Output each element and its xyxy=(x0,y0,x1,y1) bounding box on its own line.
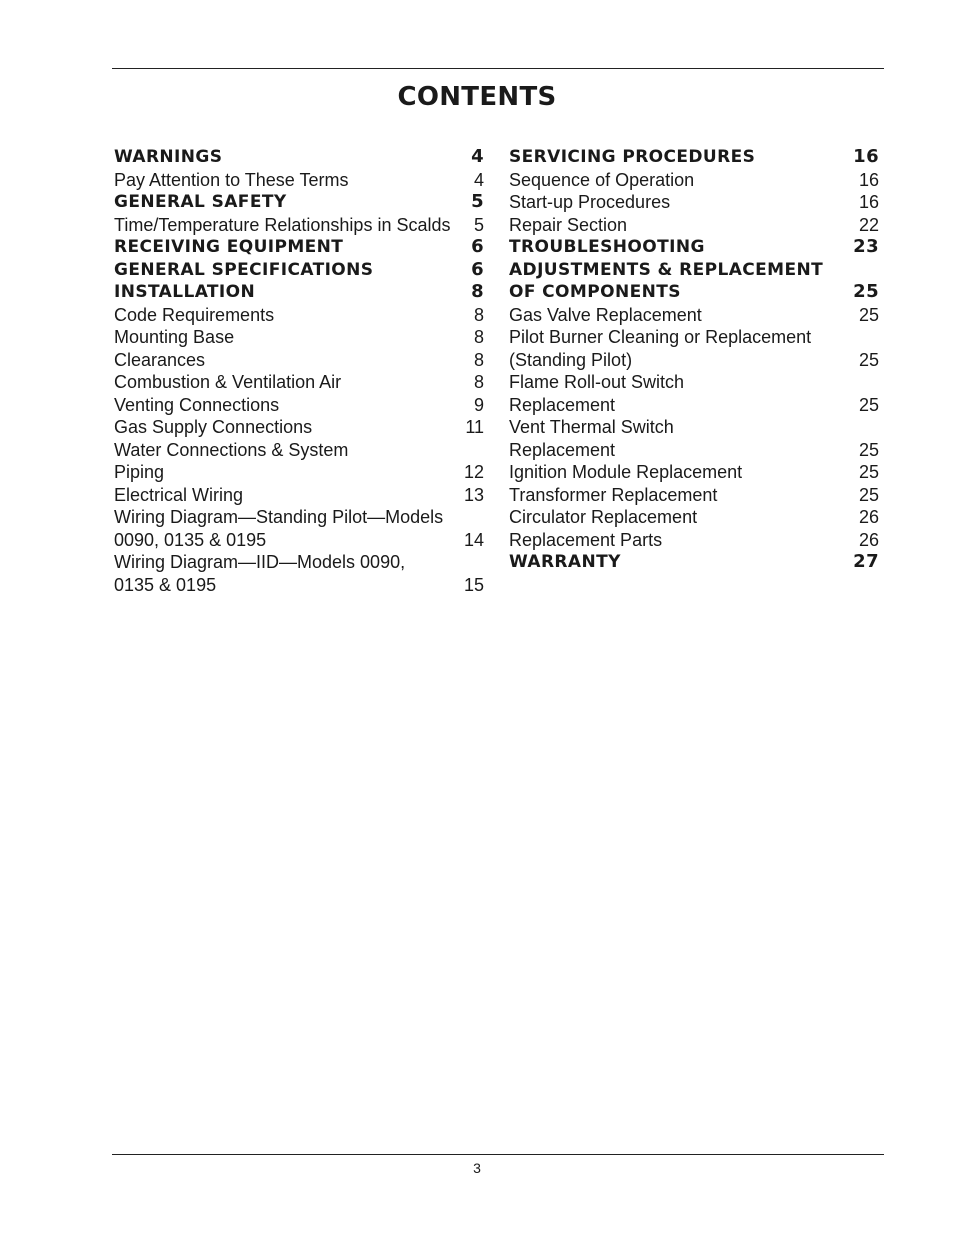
toc-entry xyxy=(509,484,879,507)
toc-entry-label: INSTALLATION xyxy=(114,282,256,302)
toc-entry-page: 8 xyxy=(473,349,484,370)
toc-section-heading xyxy=(509,281,879,304)
toc-entry xyxy=(114,439,484,462)
toc-entry-label: Venting Connections xyxy=(114,394,280,415)
toc-entry-page: 6 xyxy=(471,236,484,257)
toc-section-heading xyxy=(114,146,484,169)
toc-entry xyxy=(509,439,879,462)
toc-entry-page: 26 xyxy=(858,529,879,550)
toc-entry-label: (Standing Pilot) xyxy=(509,349,633,370)
toc-entry-label: WARRANTY xyxy=(509,552,621,572)
toc-entry-label: Sequence of Operation xyxy=(509,169,695,190)
toc-entry-label: Time/Temperature Relationships in Scalds xyxy=(114,214,451,235)
toc-entry-label: Piping xyxy=(114,462,165,482)
toc-section-heading xyxy=(114,236,484,259)
toc-entry-page: 25 xyxy=(853,281,879,302)
toc-entry xyxy=(509,371,879,394)
toc-entry-page: 9 xyxy=(473,394,484,415)
toc-entry-page: 4 xyxy=(473,169,484,190)
toc-entry xyxy=(509,416,879,439)
toc-entry-page: 25 xyxy=(858,462,879,482)
toc-entry xyxy=(114,484,484,507)
toc-entry-label: Code Requirements xyxy=(114,304,275,325)
toc-section-heading xyxy=(509,551,879,574)
toc-entry-page: 5 xyxy=(473,214,484,235)
toc-entry-label: Replacement xyxy=(509,394,616,415)
toc-entry-label: Pay Attention to These Terms xyxy=(114,169,349,190)
toc-entry-page: 27 xyxy=(853,551,879,572)
toc-section-heading xyxy=(509,146,879,169)
toc-entry-page: 26 xyxy=(858,507,879,527)
toc-entry-label: ADJUSTMENTS & REPLACEMENT xyxy=(509,259,824,280)
toc-entry xyxy=(114,529,484,552)
toc-entry-page: 11 xyxy=(465,417,484,437)
toc-entry xyxy=(114,371,484,394)
toc-entry-page: 6 xyxy=(471,258,484,280)
toc-entry-page: 5 xyxy=(471,191,484,212)
toc-entry-label: Vent Thermal Switch xyxy=(509,417,674,437)
bottom-rule xyxy=(112,1154,884,1155)
toc-entry xyxy=(509,169,879,192)
toc-section-heading xyxy=(114,259,484,282)
toc-entry-page: 8 xyxy=(473,304,484,325)
toc-entry-page: 25 xyxy=(858,394,879,415)
toc-entry-page: 8 xyxy=(471,281,484,302)
toc-entry-label: Gas Supply Connections xyxy=(114,417,313,437)
toc-entry xyxy=(509,394,879,417)
toc-entry xyxy=(509,191,879,214)
toc-entry-page: 12 xyxy=(463,462,484,482)
toc-entry xyxy=(509,529,879,552)
toc-entry-label: TROUBLESHOOTING xyxy=(509,237,705,257)
toc-entry-label: WARNINGS xyxy=(114,147,223,167)
top-rule xyxy=(112,68,884,69)
toc-right-column xyxy=(509,146,879,574)
toc-entry-label: Transformer Replacement xyxy=(509,484,718,505)
toc-section-heading xyxy=(114,281,484,304)
toc-entry-label: Clearances xyxy=(114,349,206,370)
toc-entry-page: 8 xyxy=(473,327,484,347)
toc-entry-label: Repair Section xyxy=(509,214,628,235)
page-title: CONTENTS xyxy=(397,82,557,112)
toc-entry xyxy=(509,304,879,327)
toc-entry xyxy=(509,506,879,529)
toc-entry-page: 25 xyxy=(858,484,879,505)
toc-entry-label: Ignition Module Replacement xyxy=(509,462,743,482)
toc-entry-page: 13 xyxy=(463,484,484,505)
toc-entry xyxy=(509,326,879,349)
toc-entry-page: 16 xyxy=(858,169,879,190)
toc-entry xyxy=(114,416,484,439)
toc-entry xyxy=(114,169,484,192)
toc-entry-page: 8 xyxy=(473,372,484,392)
toc-section-heading xyxy=(509,236,879,259)
toc-entry-label: Combustion & Ventilation Air xyxy=(114,372,342,392)
toc-entry-label: RECEIVING EQUIPMENT xyxy=(114,237,344,257)
toc-entry-page: 25 xyxy=(858,439,879,460)
toc-entry-label: Flame Roll-out Switch xyxy=(509,372,685,392)
toc-entry xyxy=(114,326,484,349)
toc-entry xyxy=(509,214,879,237)
toc-entry-label: 0135 & 0195 xyxy=(114,574,217,595)
toc-left-column xyxy=(114,146,484,596)
toc-entry xyxy=(114,214,484,237)
toc-entry-page: 25 xyxy=(858,304,879,325)
toc-entry-label: Wiring Diagram—IID—Models 0090, xyxy=(114,552,406,572)
toc-entry-label: Start-up Procedures xyxy=(509,192,671,212)
toc-entry-label: GENERAL SAFETY xyxy=(114,192,287,212)
toc-entry-page: 16 xyxy=(858,192,879,212)
toc-entry-page: 16 xyxy=(853,146,879,167)
toc-entry-label: Pilot Burner Cleaning or Replacement xyxy=(509,327,812,347)
toc-entry xyxy=(114,461,484,484)
toc-entry-page: 4 xyxy=(471,146,484,167)
toc-entry-label: Electrical Wiring xyxy=(114,484,244,505)
toc-entry xyxy=(509,461,879,484)
toc-entry-page: 23 xyxy=(853,236,879,257)
toc-section-heading xyxy=(114,191,484,214)
toc-entry xyxy=(114,349,484,372)
toc-entry-label: OF COMPONENTS xyxy=(509,282,681,302)
page-number: 3 xyxy=(473,1160,481,1176)
toc-entry-label: Mounting Base xyxy=(114,327,235,347)
toc-entry-label: Replacement xyxy=(509,439,616,460)
toc-entry-label: Water Connections & System xyxy=(114,439,349,460)
toc-section-heading xyxy=(509,259,879,282)
toc-entry xyxy=(114,551,484,574)
toc-entry-page: 22 xyxy=(858,214,879,235)
toc-entry-label: SERVICING PROCEDURES xyxy=(509,147,756,167)
toc-entry-page: 14 xyxy=(463,529,484,550)
toc-entry xyxy=(114,574,484,597)
toc-entry-page: 25 xyxy=(858,349,879,370)
toc-entry-page: 15 xyxy=(463,574,484,595)
toc-entry xyxy=(509,349,879,372)
toc-entry-label: Circulator Replacement xyxy=(509,507,698,527)
toc-entry xyxy=(114,506,484,529)
toc-entry xyxy=(114,304,484,327)
toc-entry xyxy=(114,394,484,417)
toc-entry-label: 0090, 0135 & 0195 xyxy=(114,529,267,550)
toc-entry-label: Wiring Diagram—Standing Pilot—Models xyxy=(114,507,444,527)
toc-entry-label: Gas Valve Replacement xyxy=(509,304,702,325)
toc-entry-label: GENERAL SPECIFICATIONS xyxy=(114,259,374,280)
toc-entry-label: Replacement Parts xyxy=(509,529,663,550)
